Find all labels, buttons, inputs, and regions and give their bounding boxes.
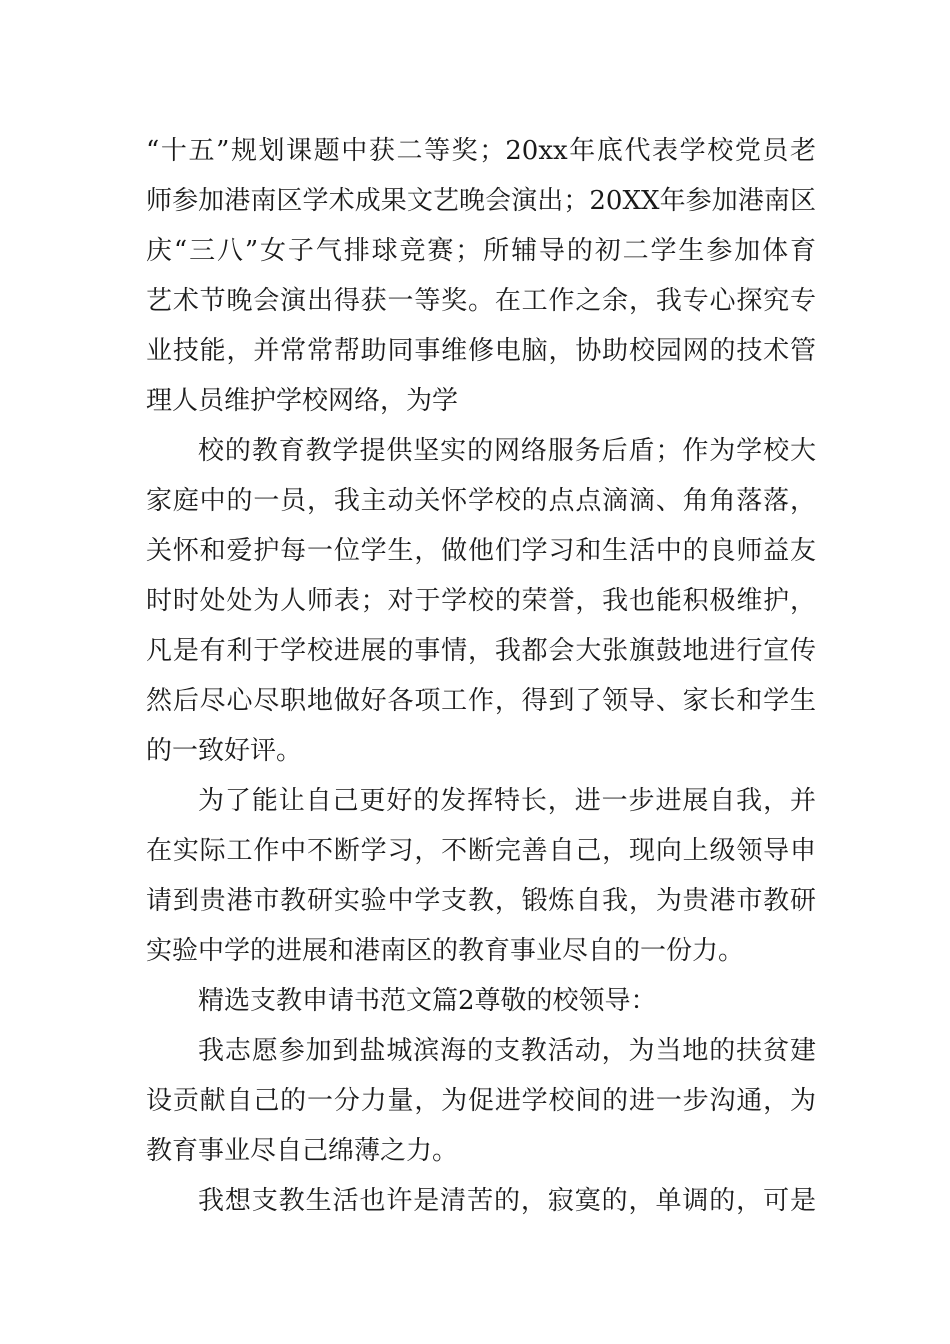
text-line: 庆“三八”女子气排球竞赛；所辅导的初二学生参加体育 xyxy=(146,236,816,266)
text-line: 时时处处为人师表；对于学校的荣誉，我也能积极维护， xyxy=(146,586,816,616)
text-line: 然后尽心尽职地做好各项工作，得到了领导、家长和学生 xyxy=(146,686,816,716)
text-line: 业技能，并常常帮助同事维修电脑，协助校园网的技术管 xyxy=(146,336,816,366)
text-line: 的一致好评。 xyxy=(146,736,303,766)
paragraph-first-line: 为了能让自己更好的发挥特长，进一步进展自我，并 xyxy=(198,786,816,816)
paragraph-first-line: 我志愿参加到盐城滨海的支教活动，为当地的扶贫建 xyxy=(198,1036,816,1066)
text-line: 在实际工作中不断学习，不断完善自己，现向上级领导申 xyxy=(146,836,816,866)
text-line: 设贡献自己的一分力量，为促进学校间的进一步沟通，为 xyxy=(146,1086,816,1116)
paragraph-first-line: 我想支教生活也许是清苦的，寂寞的，单调的，可是 xyxy=(198,1186,816,1216)
text-line: 家庭中的一员，我主动关怀学校的点点滴滴、角角落落， xyxy=(146,486,816,516)
text-line: 实验中学的进展和港南区的教育事业尽自的一份力。 xyxy=(146,936,745,966)
text-line: 关怀和爱护每一位学生，做他们学习和生活中的良师益友 xyxy=(146,536,816,566)
text-line: 艺术节晚会演出得获一等奖。在工作之余，我专心探究专 xyxy=(146,286,816,316)
section-heading-line: 精选支教申请书范文篇2尊敬的校领导： xyxy=(198,986,657,1016)
text-line: 教育事业尽自己绵薄之力。 xyxy=(146,1136,459,1166)
text-line: 凡是有利于学校进展的事情，我都会大张旗鼓地进行宣传 xyxy=(146,636,816,666)
text-line: 师参加港南区学术成果文艺晚会演出；20XX年参加港南区 xyxy=(146,186,816,216)
text-line: 请到贵港市教研实验中学支教，锻炼自我，为贵港市教研 xyxy=(146,886,816,916)
text-line: 理人员维护学校网络，为学 xyxy=(146,386,459,416)
text-line: “十五”规划课题中获二等奖；20xx年底代表学校党员老 xyxy=(146,136,816,166)
paragraph-first-line: 校的教育教学提供坚实的网络服务后盾；作为学校大 xyxy=(198,436,816,466)
